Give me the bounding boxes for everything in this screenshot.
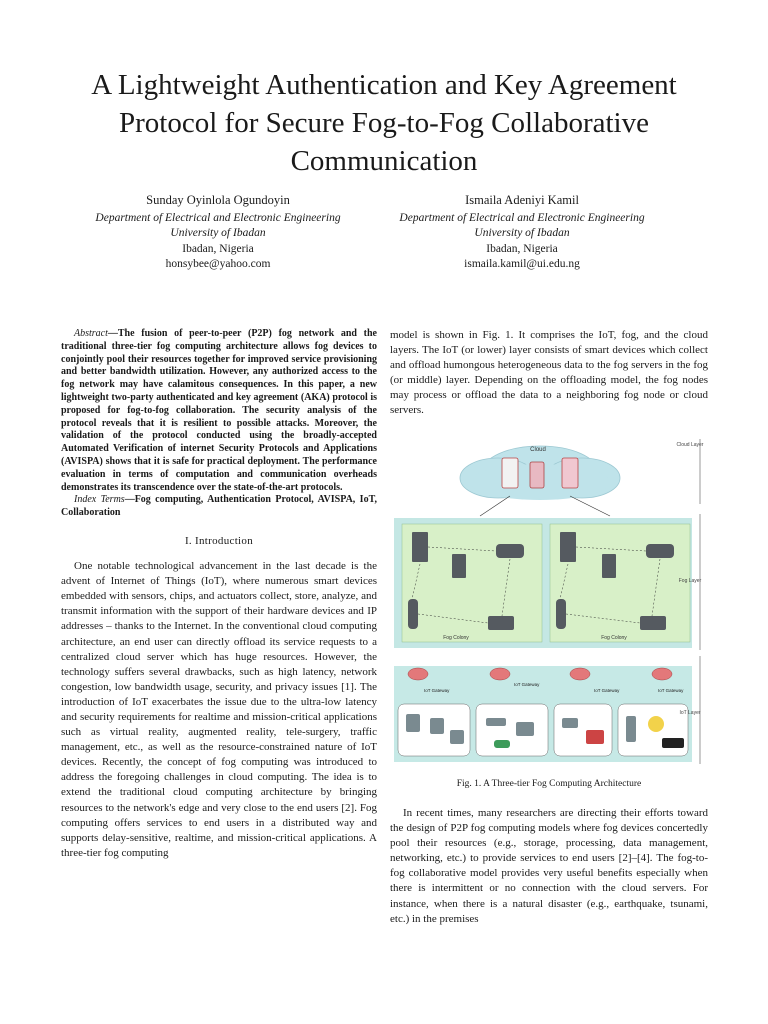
abstract-label: Abstract: [74, 328, 108, 339]
body-paragraph: model is shown in Fig. 1. It comprises the IoT, fog, and the cloud layers. The IoT (or lower) layer consists of smart devices which collect and offload humongous heterogeneous data to the fog servers in the fog (or middle) layer. Depending on the offloading model, the fog nodes may process or offload the data to a neighboring fog node or cloud servers.: [390, 329, 708, 417]
figure-caption: Fig. 1. A Three-tier Fog Computing Architecture: [456, 779, 642, 789]
iot-gateway-label: IoT Gateway: [658, 688, 684, 693]
fog-router-icon: [488, 616, 514, 630]
abstract: [61, 328, 377, 494]
author-block-2: [357, 193, 687, 273]
fog-colony-label: Fog Colony: [443, 635, 469, 641]
iot-device-icon: [562, 718, 578, 728]
abstract-text: —The fusion of peer-to-peer (P2P) fog network and the traditional three-tier fog computing architecture allows fog devices to conjointly pool their resources together for improved service provisioning and better bandwidth utilization. However, any authorized access to the fog network may have calamitous consequences. In this paper, a new lightweight two-party authenticated and key agreement (AKA) protocol is proposed for fog-to-fog collaboration. The security analysis of the protocol reveals that it is resilient to possible attacks. Moreover, the validation of the protocol conducted using the broadly-accepted Automated Verification of internet Security Protocols and Applications (AVISPA) shows that it is safe for practical deployment. The performance evaluation in terms of computation and communication overheads demonstrates its transcendence over the state-of-the-art protocols.: [61, 328, 377, 493]
iot-device-icon: [450, 730, 464, 744]
iot-gateway-label: IoT Gateway: [424, 688, 450, 693]
iot-bulb-icon: [648, 716, 664, 732]
iot-device-icon: [586, 730, 604, 744]
iot-gateway-router-icon: [652, 668, 672, 680]
iot-device-icon: [516, 722, 534, 736]
fog-colony-label: Fog Colony: [601, 635, 627, 641]
iot-gateway-label: IoT Gateway: [594, 688, 620, 693]
iot-gateway-router-icon: [408, 668, 428, 680]
fog-vehicle-icon: [496, 544, 524, 558]
iot-gateway-label: IoT Gateway: [514, 682, 540, 687]
body-paragraph: In recent times, many researchers are directing their efforts toward the design of P2P fog computing models where fog devices concertedly pool their resources (e.g., storage, processing, data management, networking, etc.) to provide services to end users [2]–[4]. The fog-to-fog collaborative model provides very useful benefits especially when there is intermittent or no connection with the cloud servers. For instance, when there is a natural disaster (e.g., earthquake, tsunami, etc.) in the premises: [390, 807, 708, 925]
fog-server-icon: [560, 532, 576, 562]
iot-device-group: [476, 704, 548, 756]
author-email: ismaila.kamil@ui.edu.ng: [464, 258, 580, 271]
author-university: University of Ibadan: [474, 227, 570, 240]
fog-architecture-figure: [390, 434, 708, 768]
left-column: [61, 328, 377, 861]
author-name: Sunday Oyinlola Ogundoyin: [146, 193, 290, 207]
index-terms: [61, 494, 377, 520]
iot-device-icon: [626, 716, 636, 742]
author-department: Department of Electrical and Electronic Engineering: [399, 211, 645, 224]
section-heading: I. Introduction: [184, 534, 254, 547]
paper-title: A Lightweight Authentication and Key Agreement Protocol for Secure Fog-to-Fog Collaborative Communication: [91, 69, 677, 177]
right-column-top: [390, 328, 708, 419]
cloud-server-icon: [502, 458, 578, 488]
iot-device-icon: [406, 714, 420, 732]
author-name: Ismaila Adeniyi Kamil: [465, 193, 579, 207]
author-location: Ibadan, Nigeria: [182, 242, 254, 255]
author-block-1: [53, 193, 383, 273]
index-terms-text: —Fog computing, Authentication Protocol, AVISPA, IoT, Collaboration: [61, 494, 378, 519]
author-location: Ibadan, Nigeria: [486, 242, 558, 255]
iot-layer-label: IoT Layer: [679, 710, 701, 716]
author-department: Department of Electrical and Electronic Engineering: [95, 211, 341, 224]
index-terms-label: Index Terms: [74, 494, 125, 506]
cloud-label: Cloud: [530, 447, 546, 453]
iot-device-icon: [430, 718, 444, 734]
fog-layer-label: Fog Layer: [678, 578, 702, 584]
cloud-layer-label: Cloud Layer: [676, 442, 704, 448]
fog-server-icon: [412, 532, 428, 562]
iot-device-icon: [486, 718, 506, 726]
fog-server-icon: [452, 554, 466, 578]
fog-server-icon: [602, 554, 616, 578]
author-email: honsybee@yahoo.com: [165, 258, 271, 271]
fog-router-icon: [640, 616, 666, 630]
iot-gateway-router-icon: [570, 668, 590, 680]
fog-storage-icon: [556, 599, 566, 629]
iot-gateway-router-icon: [490, 668, 510, 680]
fog-storage-icon: [408, 599, 418, 629]
iot-device-icon: [662, 738, 684, 748]
fog-vehicle-icon: [646, 544, 674, 558]
right-column-bottom: [390, 806, 708, 927]
iot-car-icon: [494, 740, 510, 748]
intro-paragraph: One notable technological advancement in the last decade is the advent of Internet of Things (IoT), where numerous smart devices embedded with sensors, chips, and actuators collect, store, analyze, and transmit information with the support of their hardware devices and IP addresses – thanks to the Internet. In the conventional cloud computing architecture, an end user can directly offload its service requests to a centralized cloud server which has huge resources. However, the technology suffers several drawbacks, such as high latency, network congestion, low bandwidth usage, security, and privacy issues [1]. The introduction of IoT exacerbates the issue due to the ultra-low latency and security requirements for realtime and mission-critical applications such as virtual reality, augmented reality, tele-surgery, traffic management, etc., as well as the resource-constrained nature of IoT devices. Recently, the concept of fog computing was introduced to address the foregoing challenges in cloud computing. The idea is to extend the traditional cloud computing architecture by bringing resources to the network's edge and very close to the end users [2]. Fog computing offers services to end users in a distributed way and supports delay-sensitive, realtime, and mission-critical applications. A three-tier fog computing: [61, 560, 377, 859]
author-university: University of Ibadan: [170, 227, 266, 240]
iot-device-group: [554, 704, 612, 756]
